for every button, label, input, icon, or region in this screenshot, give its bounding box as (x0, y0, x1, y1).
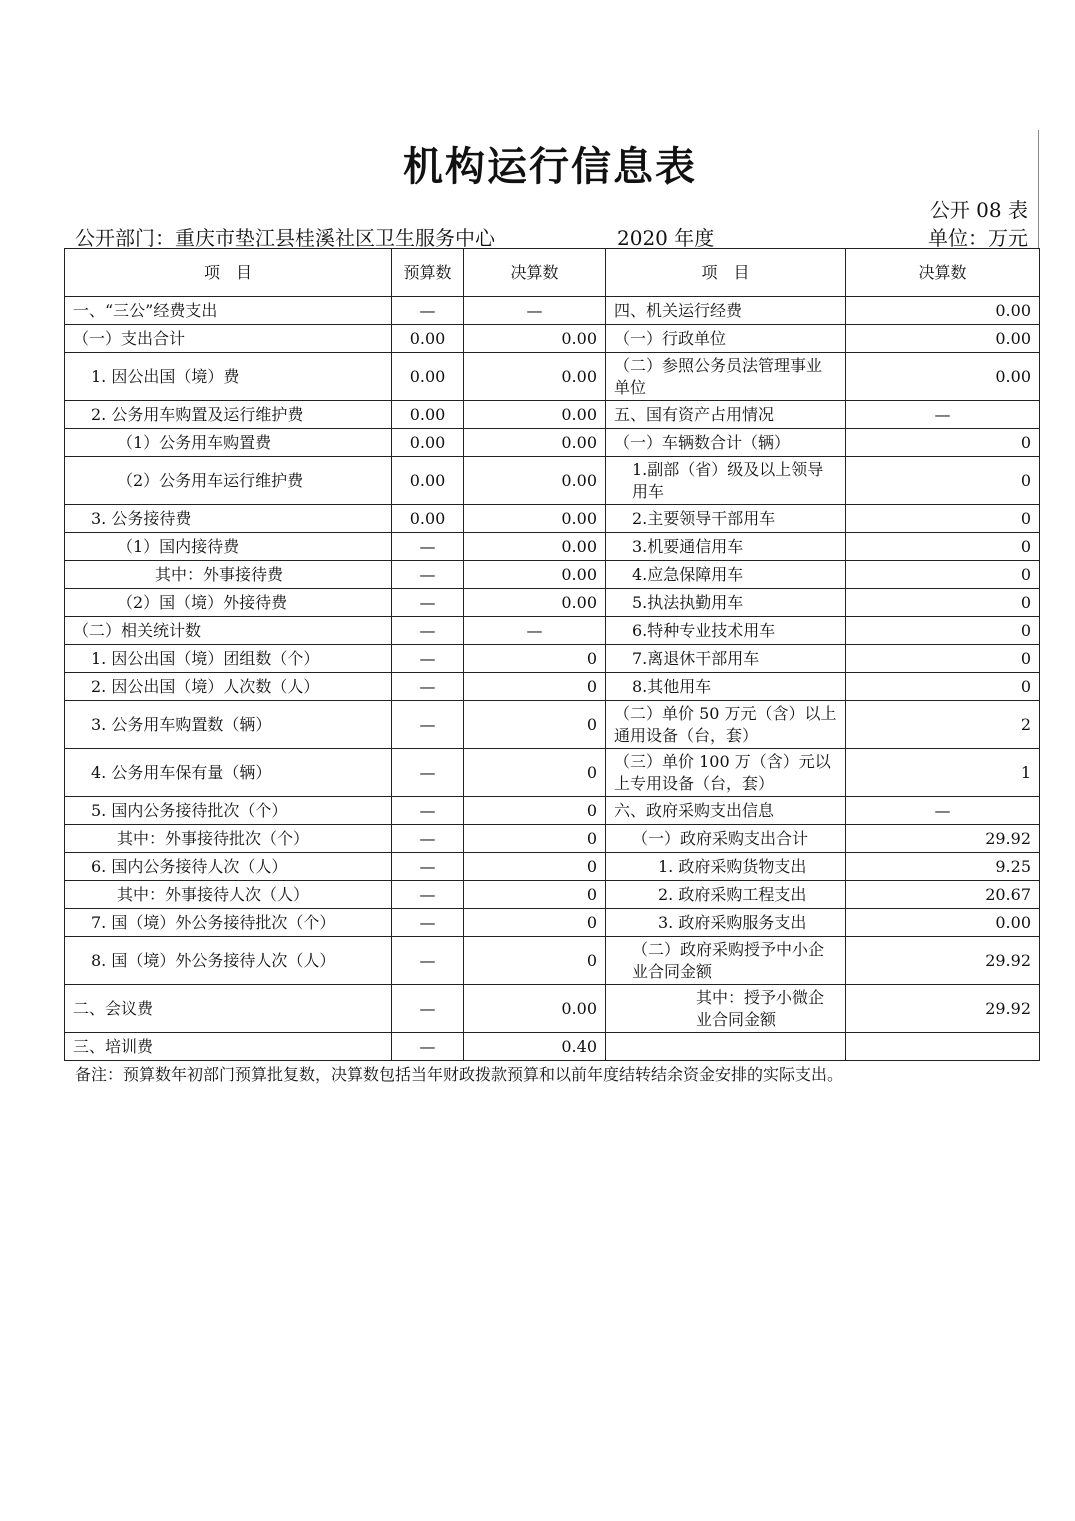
final-cell: 0 (464, 749, 606, 797)
right-item-cell: （一）行政单位 (606, 325, 846, 353)
left-item-cell: （2）公务用车运行维护费 (65, 457, 392, 505)
table-row (65, 297, 1040, 325)
table-row (65, 701, 1040, 749)
table-row (65, 749, 1040, 797)
right-item-cell: 2. 政府采购工程支出 (606, 881, 846, 909)
header-budget: 预算数 (392, 249, 464, 297)
budget-cell: — (392, 561, 464, 589)
right-final-cell: 29.92 (846, 937, 1040, 985)
header-final: 决算数 (464, 249, 606, 297)
table-row (65, 853, 1040, 881)
final-cell: 0 (464, 853, 606, 881)
left-item-cell: 7. 国（境）外公务接待批次（个） (65, 909, 392, 937)
left-item-cell: 4. 公务用车保有量（辆） (65, 749, 392, 797)
left-item-cell: 2. 公务用车购置及运行维护费 (65, 401, 392, 429)
unit-label: 单位：万元 (928, 226, 1028, 250)
right-item-cell: 1.副部（省）级及以上领导用车 (606, 457, 846, 505)
final-cell: 0 (464, 701, 606, 749)
right-final-cell: — (846, 401, 1040, 429)
table-row (65, 825, 1040, 853)
table-row (65, 909, 1040, 937)
final-cell: 0.00 (464, 457, 606, 505)
right-final-cell: 0 (846, 505, 1040, 533)
right-item-cell: （一）政府采购支出合计 (606, 825, 846, 853)
left-item-cell: 1. 因公出国（境）团组数（个） (65, 645, 392, 673)
right-final-cell: 0.00 (846, 909, 1040, 937)
budget-cell: — (392, 881, 464, 909)
left-item-cell: 其中：外事接待人次（人） (65, 881, 392, 909)
left-item-cell: （1）国内接待费 (65, 533, 392, 561)
left-item-cell: 其中：外事接待批次（个） (65, 825, 392, 853)
right-final-cell: 0 (846, 673, 1040, 701)
table-row (65, 1033, 1040, 1061)
right-item-cell: 3. 政府采购服务支出 (606, 909, 846, 937)
department-label: 公开部门：重庆市垫江县桂溪社区卫生服务中心 (75, 226, 495, 250)
table-row (65, 325, 1040, 353)
right-item-cell: 6.特种专业技术用车 (606, 617, 846, 645)
left-item-cell: 2. 因公出国（境）人次数（人） (65, 673, 392, 701)
left-item-cell: 其中：外事接待费 (65, 561, 392, 589)
left-item-cell: 3. 公务用车购置数（辆） (65, 701, 392, 749)
left-item-cell: 二、会议费 (65, 985, 392, 1033)
final-cell: 0 (464, 673, 606, 701)
left-item-cell: 1. 因公出国（境）费 (65, 353, 392, 401)
table-row (65, 589, 1040, 617)
budget-cell: — (392, 645, 464, 673)
budget-cell: — (392, 701, 464, 749)
final-cell: 0.00 (464, 325, 606, 353)
right-final-cell: 20.67 (846, 881, 1040, 909)
right-item-cell: 3.机要通信用车 (606, 533, 846, 561)
budget-cell: 0.00 (392, 505, 464, 533)
table-row (65, 645, 1040, 673)
left-item-cell: 8. 国（境）外公务接待人次（人） (65, 937, 392, 985)
year-label: 2020 年度 (617, 226, 715, 250)
final-cell: 0.40 (464, 1033, 606, 1061)
right-item-cell: （二）政府采购授予中小企业合同金额 (606, 937, 846, 985)
final-cell: 0.00 (464, 401, 606, 429)
right-item-cell: 7.离退休干部用车 (606, 645, 846, 673)
budget-cell: 0.00 (392, 401, 464, 429)
right-item-cell: 六、政府采购支出信息 (606, 797, 846, 825)
final-cell: 0.00 (464, 505, 606, 533)
budget-cell: — (392, 617, 464, 645)
table-row (65, 353, 1040, 401)
left-item-cell: 三、培训费 (65, 1033, 392, 1061)
right-item-cell (606, 1033, 846, 1061)
right-final-cell: 2 (846, 701, 1040, 749)
budget-cell: 0.00 (392, 325, 464, 353)
page-title: 机构运行信息表 (403, 143, 697, 190)
budget-cell: — (392, 937, 464, 985)
budget-cell: — (392, 673, 464, 701)
table-header-row (65, 249, 1040, 297)
final-cell: 0 (464, 881, 606, 909)
final-cell: 0 (464, 937, 606, 985)
right-item-cell: 4.应急保障用车 (606, 561, 846, 589)
final-cell: — (464, 297, 606, 325)
budget-cell: — (392, 589, 464, 617)
final-cell: 0.00 (464, 589, 606, 617)
table-body (65, 297, 1040, 1061)
table-row (65, 457, 1040, 505)
info-table (64, 248, 1040, 1061)
table-row (65, 985, 1040, 1033)
header-right-final: 决算数 (846, 249, 1040, 297)
budget-cell: — (392, 853, 464, 881)
right-final-cell: 0 (846, 561, 1040, 589)
left-item-cell: 一、“三公”经费支出 (65, 297, 392, 325)
final-cell: 0 (464, 909, 606, 937)
budget-cell: — (392, 985, 464, 1033)
right-item-cell: 四、机关运行经费 (606, 297, 846, 325)
right-final-cell: 0.00 (846, 353, 1040, 401)
budget-cell: — (392, 749, 464, 797)
header-left-item: 项 目 (65, 249, 392, 297)
budget-cell: — (392, 909, 464, 937)
right-item-cell: （二）单价 50 万元（含）以上通用设备（台，套） (606, 701, 846, 749)
right-final-cell: 0 (846, 589, 1040, 617)
final-cell: 0.00 (464, 985, 606, 1033)
budget-cell: 0.00 (392, 353, 464, 401)
left-item-cell: 6. 国内公务接待人次（人） (65, 853, 392, 881)
left-item-cell: （一）支出合计 (65, 325, 392, 353)
right-item-cell: 其中：授予小微企业合同金额 (606, 985, 846, 1033)
table-row (65, 881, 1040, 909)
budget-cell: 0.00 (392, 429, 464, 457)
right-final-cell: 0 (846, 645, 1040, 673)
left-item-cell: （2）国（境）外接待费 (65, 589, 392, 617)
right-final-cell: 29.92 (846, 825, 1040, 853)
right-final-cell: 0 (846, 429, 1040, 457)
table-row (65, 505, 1040, 533)
final-cell: 0 (464, 797, 606, 825)
right-final-cell: 29.92 (846, 985, 1040, 1033)
final-cell: 0.00 (464, 429, 606, 457)
right-item-cell: 五、国有资产占用情况 (606, 401, 846, 429)
table-row (65, 561, 1040, 589)
budget-cell: — (392, 297, 464, 325)
table-row (65, 937, 1040, 985)
right-final-cell: 9.25 (846, 853, 1040, 881)
left-item-cell: 3. 公务接待费 (65, 505, 392, 533)
right-final-cell: 0 (846, 533, 1040, 561)
final-cell: 0.00 (464, 353, 606, 401)
table-row (65, 429, 1040, 457)
header-right-item: 项 目 (606, 249, 846, 297)
budget-cell: — (392, 1033, 464, 1061)
left-item-cell: （二）相关统计数 (65, 617, 392, 645)
right-item-cell: 2.主要领导干部用车 (606, 505, 846, 533)
right-final-cell: 0.00 (846, 325, 1040, 353)
final-cell: 0.00 (464, 561, 606, 589)
table-row (65, 673, 1040, 701)
right-final-cell: 0 (846, 617, 1040, 645)
form-number: 公开 08 表 (929, 198, 1028, 222)
right-final-cell: 0.00 (846, 297, 1040, 325)
right-item-cell: 5.执法执勤用车 (606, 589, 846, 617)
final-cell: — (464, 617, 606, 645)
right-item-cell: 8.其他用车 (606, 673, 846, 701)
left-item-cell: （1）公务用车购置费 (65, 429, 392, 457)
right-final-cell: 1 (846, 749, 1040, 797)
final-cell: 0 (464, 825, 606, 853)
right-final-cell: 0 (846, 457, 1040, 505)
budget-cell: — (392, 533, 464, 561)
budget-cell: — (392, 797, 464, 825)
right-item-cell: （三）单价 100 万（含）元以上专用设备（台，套） (606, 749, 846, 797)
budget-cell: 0.00 (392, 457, 464, 505)
right-item-cell: （一）车辆数合计（辆） (606, 429, 846, 457)
table-row (65, 617, 1040, 645)
final-cell: 0 (464, 645, 606, 673)
table-row (65, 797, 1040, 825)
right-item-cell: （二）参照公务员法管理事业单位 (606, 353, 846, 401)
right-item-cell: 1. 政府采购货物支出 (606, 853, 846, 881)
right-final-cell (846, 1033, 1040, 1061)
footnote: 备注：预算数年初部门预算批复数，决算数包括当年财政拨款预算和以前年度结转结余资金安排的实际支出。 (75, 1065, 844, 1084)
table-row (65, 401, 1040, 429)
right-final-cell: — (846, 797, 1040, 825)
final-cell: 0.00 (464, 533, 606, 561)
table-row (65, 533, 1040, 561)
left-item-cell: 5. 国内公务接待批次（个） (65, 797, 392, 825)
budget-cell: — (392, 825, 464, 853)
